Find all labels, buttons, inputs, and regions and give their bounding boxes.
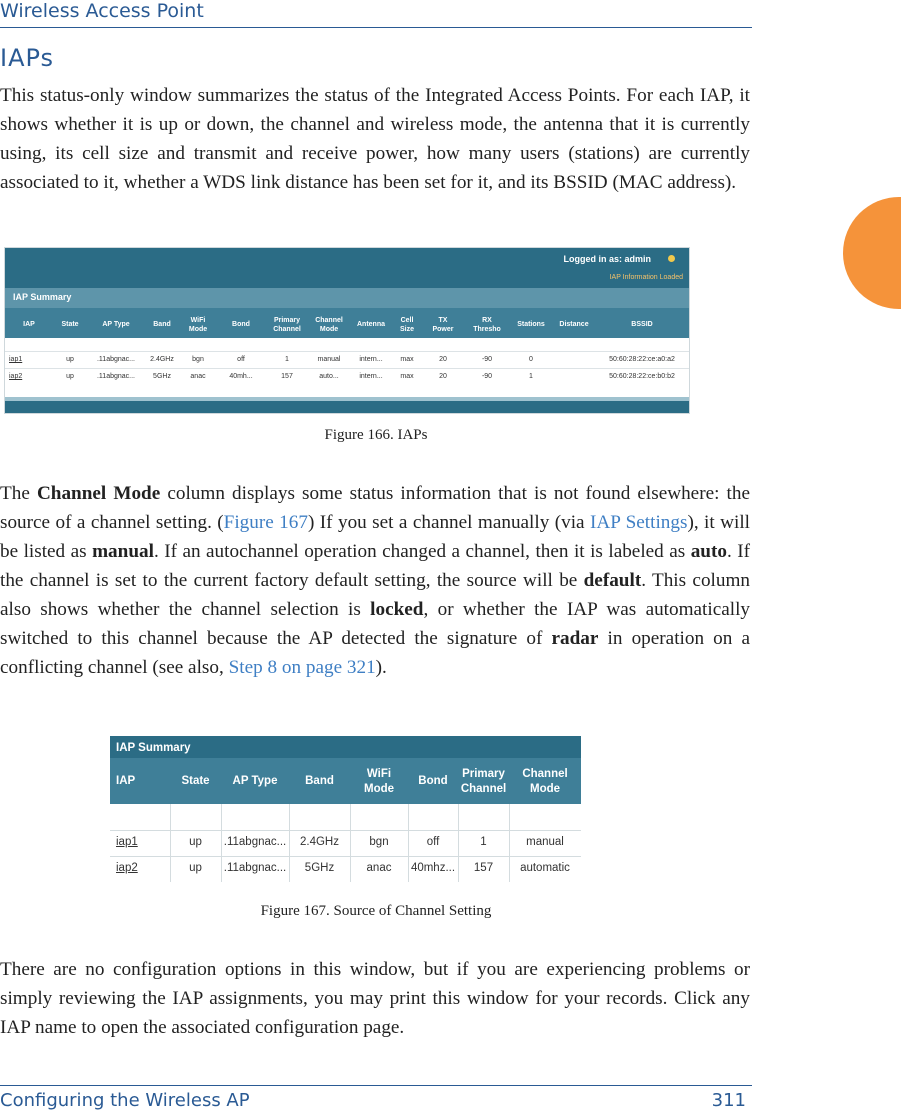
column-header-line: Bond [418,775,448,787]
footer-rule [0,1085,752,1086]
closing-paragraph: There are no configuration options in this window, but if you are experiencing problems or simply reviewing the IAP assignments, you may print this window for your records. Click any IAP name to open the associated configuration page. [0,959,750,1038]
text: . This column also shows whether the channel selection is [0,570,750,620]
table-cell: off [237,356,245,363]
row-divider [110,830,581,831]
chapter-tab-marker [843,197,901,309]
column-header [145,320,179,329]
channel-source-screenshot [110,736,581,882]
column-header-line: WiFi [366,768,392,780]
iap-name-link[interactable]: iap1 [9,356,23,363]
column-header-line: IAP [23,321,35,328]
table-cell: off [426,836,440,848]
column-header-line: Band [305,775,334,787]
term-manual: manual [92,541,154,562]
column-header [595,320,689,329]
column-header-line: Band [153,321,171,328]
text: ), it will be listed as [0,512,750,562]
table-cell: 2.4GHz [300,836,339,848]
table-cell: manual [317,356,341,363]
table-cell: up [189,862,202,874]
page-footer [0,1090,752,1111]
column-header-line: Channel [273,326,301,333]
table-cell: intern... [359,373,383,380]
column-header-line: Mode [188,326,208,333]
figure-167-caption: Figure 167. Source of Channel Setting [260,903,492,919]
text: in operation on a conflicting channel (see also, [0,628,750,678]
column-header-line: Power [432,326,454,333]
column-header-line: WiFi [190,317,206,324]
column-header [408,774,458,789]
table-cell: 1 [285,356,289,363]
text: The [0,483,37,504]
text: column displays some status information that is not found elsewhere: the source of a channel setting. ( [0,483,750,533]
column-header [350,767,408,797]
column-header [309,316,349,334]
column-header-line: Thresho [473,326,501,333]
table-cell: 50:60:28:22:ce:b0:b2 [609,373,675,380]
figure-167-link[interactable]: Figure 167 [223,512,308,533]
text: , or whether the IAP was automatically switched to this channel because the AP detected the signature of [0,599,750,649]
figure-166-caption: Figure 166. IAPs [324,427,428,443]
column-header-line: IAP [116,775,136,787]
section-title: IAPs [0,44,55,72]
iap-name-link[interactable]: iap2 [116,862,138,874]
column-header [349,320,393,329]
table-cell: anac [190,373,206,380]
column-header-line: Channel [460,783,507,795]
iap-summary-title-bar [5,288,689,308]
column-header-line: Cell [400,317,414,324]
table-cell: max [400,356,414,363]
table-cell: anac [366,862,392,874]
text: . If the channel is set to the current factory default setting, the source will be [0,541,750,591]
column-header [289,774,350,789]
iap-name-link[interactable]: iap1 [116,836,138,848]
column-header [53,320,87,329]
column-header-line: Bond [232,321,250,328]
row-divider [110,856,581,857]
column-header [265,316,309,334]
iap-summary-title: IAP Summary [13,292,72,302]
table-cell: intern... [359,356,383,363]
column-header [170,774,221,789]
table-cell: bgn [192,356,204,363]
term-auto: auto [690,541,727,562]
column-header-line: AP Type [102,321,130,328]
table-cell: up [66,373,74,380]
column-header-line: Size [399,326,414,333]
term-channel-mode: Channel Mode [36,483,161,504]
column-header [179,316,217,334]
table-cell: .11abgnac... [223,862,287,874]
table-cell: 50:60:28:22:ce:a0:a2 [609,356,675,363]
column-header-line: Primary [462,768,505,780]
column-header [553,320,595,329]
status-indicator-icon [668,255,675,262]
table-cell: 40mh... [229,373,253,380]
table-cell: up [189,836,202,848]
column-header-line: TX [438,317,448,324]
logged-in-label: Logged in as: admin [563,254,651,264]
iap-summary-screenshot [4,247,690,414]
iap-table-body [110,804,581,882]
running-header: Wireless Access Point [0,0,204,22]
column-header [393,316,421,334]
table-cell: automatic [520,862,570,874]
iap-table-header [110,758,581,804]
column-header [221,774,289,789]
table-cell: 157 [281,373,293,380]
iap-summary-title: IAP Summary [116,742,191,754]
page-number: 311 [711,1090,746,1111]
table-cell: -90 [481,356,493,363]
term-locked: locked [370,599,424,620]
iap-table-header [5,308,689,338]
column-header-line: Mode [319,326,339,333]
column-header-line: Primary [273,317,301,324]
text: ). [375,657,387,678]
step-8-link[interactable]: Step 8 on page 321 [228,657,376,678]
text: . If an autochannel operation changed a channel, then it is labeled as [153,541,691,562]
iap-summary-title-bar [110,736,581,758]
table-cell: 20 [439,373,447,380]
text: ) If you set a channel manually (via [307,512,590,533]
column-header-line: Mode [529,783,561,795]
column-header-line: Distance [559,321,589,328]
column-header [421,316,465,334]
table-cell: 20 [439,356,447,363]
table-cell: 5GHz [153,373,171,380]
column-header-line: Antenna [357,321,385,328]
table-cell: 0 [529,356,533,363]
column-header [509,320,553,329]
table-cell: max [400,373,414,380]
column-header-line: State [181,775,210,787]
channel-mode-paragraph [0,479,750,682]
table-cell: 5GHz [304,862,335,874]
footer-section: Configuring the Wireless AP [0,1090,250,1111]
row-divider [5,351,689,352]
term-radar: radar [551,628,599,649]
table-cell: .11abgnac... [96,356,135,363]
column-header-line: AP Type [232,775,278,787]
table-cell: 157 [473,862,494,874]
column-header-line: Channel [315,317,343,324]
app-bottom-bar [5,397,689,413]
table-cell: .11abgnac... [223,836,287,848]
table-cell: 1 [480,836,487,848]
column-header-line: Mode [363,783,395,795]
column-header-line: RX [482,317,492,324]
column-header [458,767,509,797]
table-cell: bgn [369,836,389,848]
column-header [465,316,509,334]
iap-settings-link[interactable]: IAP Settings [589,512,688,533]
table-cell: -90 [481,373,493,380]
column-header-line: Channel [522,768,568,780]
table-cell: 2.4GHz [150,356,174,363]
intro-paragraph: This status-only window summarizes the status of the Integrated Access Points. For each IAP, it shows whether it is up or down, the channel and wireless mode, the antenna that it is currently using, its cell size and transmit and receive power, how many users (stations) are currently associated to it, whether a WDS link distance has been set for it, and its BSSID (MAC address). [0,85,750,193]
table-cell: .11abgnac... [96,373,135,380]
column-header-line: Stations [517,321,545,328]
row-divider [5,368,689,369]
table-cell: auto... [319,373,339,380]
iap-name-link[interactable]: iap2 [9,373,23,380]
table-cell: up [66,356,74,363]
column-header [87,320,145,329]
column-header-line: BSSID [631,321,653,328]
term-default: default [583,570,642,591]
table-cell: manual [526,836,564,848]
column-header [509,767,581,797]
column-header [217,320,265,329]
table-cell: 1 [529,373,533,380]
app-top-bar [5,248,689,288]
info-loaded-label: IAP Information Loaded [609,274,683,281]
table-cell: 40mhz... [410,862,456,874]
column-header [5,320,53,329]
column-header [116,774,176,789]
column-header-line: State [61,321,79,328]
header-rule [0,27,752,28]
